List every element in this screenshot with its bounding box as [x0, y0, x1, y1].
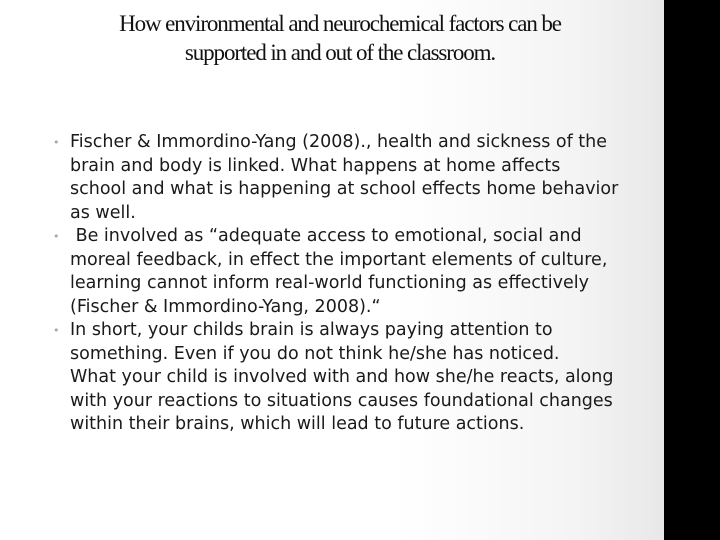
right-edge-bar — [664, 0, 720, 540]
title-line: How environmental and neurochemical factors can be — [119, 11, 561, 36]
bullet-line: In short, your childs brain is always paying attention to — [70, 320, 553, 340]
bullet-line: Fischer & Immordino-Yang (2008)., health and sickness of the — [70, 132, 608, 152]
bullet-line: moreal feedback, in effect the important elements of culture, — [70, 249, 608, 270]
bullet-item — [52, 225, 642, 319]
bullet-line: (Fischer & Immordino-Yang, 2008).“ — [70, 296, 381, 317]
bullet-line: something. Even if you do not think he/she has noticed. — [70, 343, 560, 364]
bullet-line: Be involved as “adequate access to emotional, social and — [70, 226, 582, 246]
bullet-list — [52, 131, 642, 437]
bullet-line: learning cannot inform real-world functioning as effectively — [70, 273, 589, 293]
bullet-icon: • — [53, 136, 60, 149]
bullet-icon: • — [53, 324, 60, 337]
bullet-line: What your child is involved with and how she/he reacts, along — [70, 367, 614, 387]
title-line: supported in and out of the classroom. — [184, 40, 496, 65]
slide-title — [40, 9, 640, 67]
bullet-line: within their brains, which will lead to future actions. — [70, 414, 525, 434]
bullet-item — [52, 319, 642, 437]
bullet-line: with your reactions to situations causes foundational changes — [70, 390, 613, 411]
bullet-icon: • — [53, 230, 60, 243]
bullet-line: school and what is happening at school effects home behavior — [70, 179, 619, 199]
bullet-item — [52, 131, 642, 225]
bullet-line: as well. — [70, 202, 136, 223]
bullet-line: brain and body is linked. What happens at home affects — [70, 155, 561, 176]
